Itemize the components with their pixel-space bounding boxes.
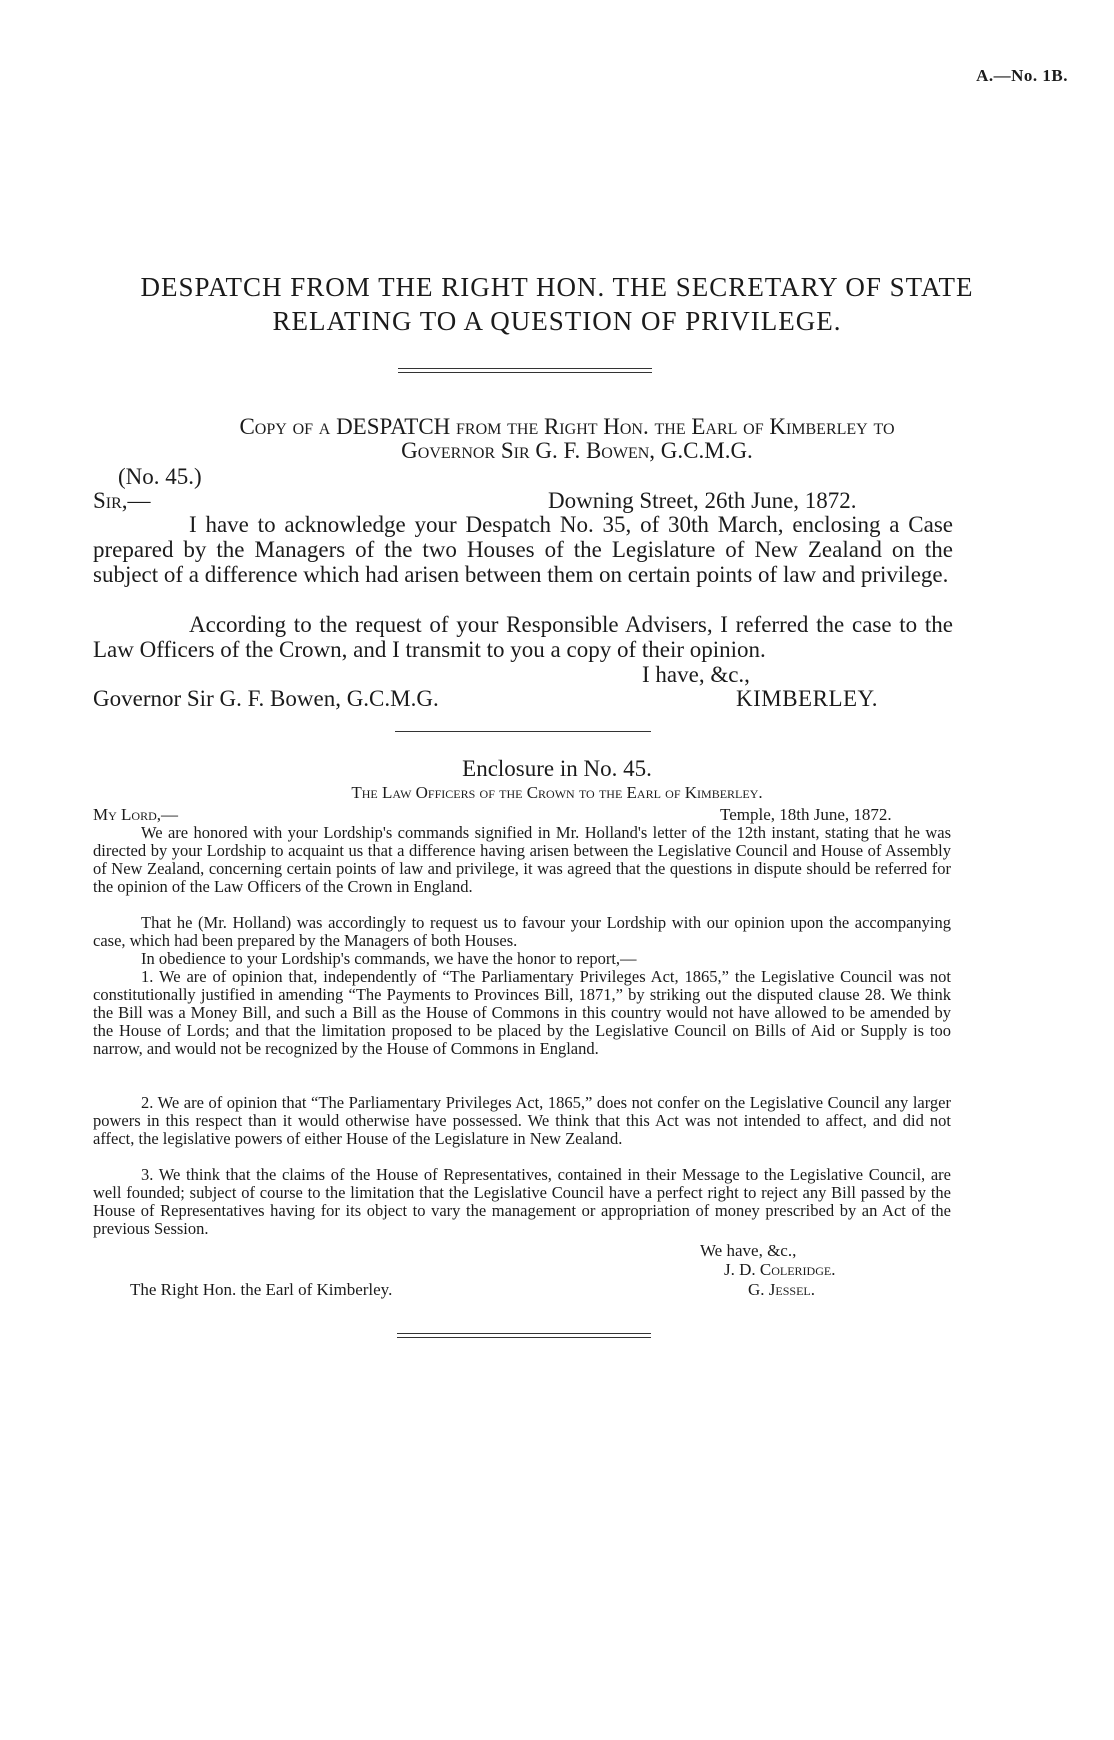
enclosure-paragraph-1: We are honored with your Lordship's commands signified in Mr. Holland's letter of the 12th instant, stating that he was directed by your Lordship to acquaint us that a difference having arisen between the Legislative Council and House of Assembly of New Zealand, concerning certain points of law and privilege, it was agreed that the questions in dispute should be referred for the opinion of the Law Officers of the Crown in England. [93, 823, 951, 896]
enclosure-signatory-jessel: G. Jessel. [748, 1280, 815, 1299]
despatch-heading-line-1: Copy of a DESPATCH from the Right Hon. the Earl of Kimberley to [239, 414, 895, 439]
despatch-number: (No. 45.) [118, 464, 202, 489]
document-title-line-2: RELATING TO A QUESTION OF PRIVILEGE. [272, 306, 842, 336]
enclosure-closing: We have, &c., [700, 1241, 797, 1260]
despatch-paragraph-2: According to the request of your Responsible Advisers, I referred the case to the Law Officers of the Crown, and I transmit to you a copy of their opinion. [93, 612, 953, 662]
enclosure-paragraph-2: That he (Mr. Holland) was accordingly to request us to favour your Lordship with our opinion upon the accompanying case, which had been prepared by the Managers of both Houses. [93, 913, 951, 950]
enclosure-heading: Enclosure in No. 45. [462, 756, 652, 781]
enclosure-point-1: 1. We are of opinion that, independently of “The Parliamentary Privileges Act, 1865,” the Legislative Council was not constitutionally justified in amending “The Payments to Provinces Bill, 1871,” by striking out the disputed clause 28. We think the Bill was a Money Bill, and such a Bill as the House of Commons in this country would not have allowed to be amended by the House of Lords; and that the limitation proposed to be placed by the Legislative Council on Bills of Aid or Supply is too narrow, and would not be recognized by the House of Commons in England. [93, 967, 951, 1058]
despatch-paragraph-1: I have to acknowledge your Despatch No. 35, of 30th March, enclosing a Case prepared by the Managers of the two Houses of the Legislature of New Zealand on the subject of a difference which had arisen between them on certain points of law and privilege. [93, 512, 953, 587]
enclosure-subheading: The Law Officers of the Crown to the Earl of Kimberley. [351, 783, 763, 802]
enclosure-salutation: My Lord,— [93, 805, 179, 824]
enclosure-date: Temple, 18th June, 1872. [720, 805, 892, 824]
despatch-heading-line-2: Governor Sir G. F. Bowen, G.C.M.G. [401, 438, 753, 463]
enclosure-addressee: The Right Hon. the Earl of Kimberley. [130, 1280, 393, 1299]
end-divider [397, 1333, 651, 1338]
enclosure-point-2: 2. We are of opinion that “The Parliamentary Privileges Act, 1865,” does not confer on the Legislative Council any larger powers in this respect than it would otherwise have possessed. We think that this Act was not intended to affect, and did not affect, the legislative powers of either House of the Legislature in New Zealand. [93, 1093, 951, 1148]
title-divider [398, 368, 652, 373]
page-identifier: A.—No. 1B. [976, 66, 1068, 85]
enclosure-paragraph-3: In obedience to your Lordship's commands, we have the honor to report,— [141, 949, 637, 968]
section-divider [395, 731, 651, 732]
document-title-line-1: DESPATCH FROM THE RIGHT HON. THE SECRETARY OF STATE [140, 272, 974, 302]
despatch-closing: I have, &c., [642, 662, 750, 687]
despatch-signature: KIMBERLEY. [736, 686, 878, 711]
enclosure-point-3: 3. We think that the claims of the House of Representatives, contained in their Message to the Legislative Council, are well founded; subject of course to the limitation that the Legislative Council have a perfect right to reject any Bill passed by the House of Representatives having for its object to vary the management or appropriation of money prescribed by an Act of the previous Session. [93, 1165, 951, 1238]
enclosure-signatory-coleridge: J. D. Coleridge. [724, 1260, 836, 1279]
despatch-salutation: Sir,— [93, 488, 151, 513]
despatch-addressee: Governor Sir G. F. Bowen, G.C.M.G. [93, 686, 439, 711]
despatch-date: Downing Street, 26th June, 1872. [548, 488, 857, 513]
